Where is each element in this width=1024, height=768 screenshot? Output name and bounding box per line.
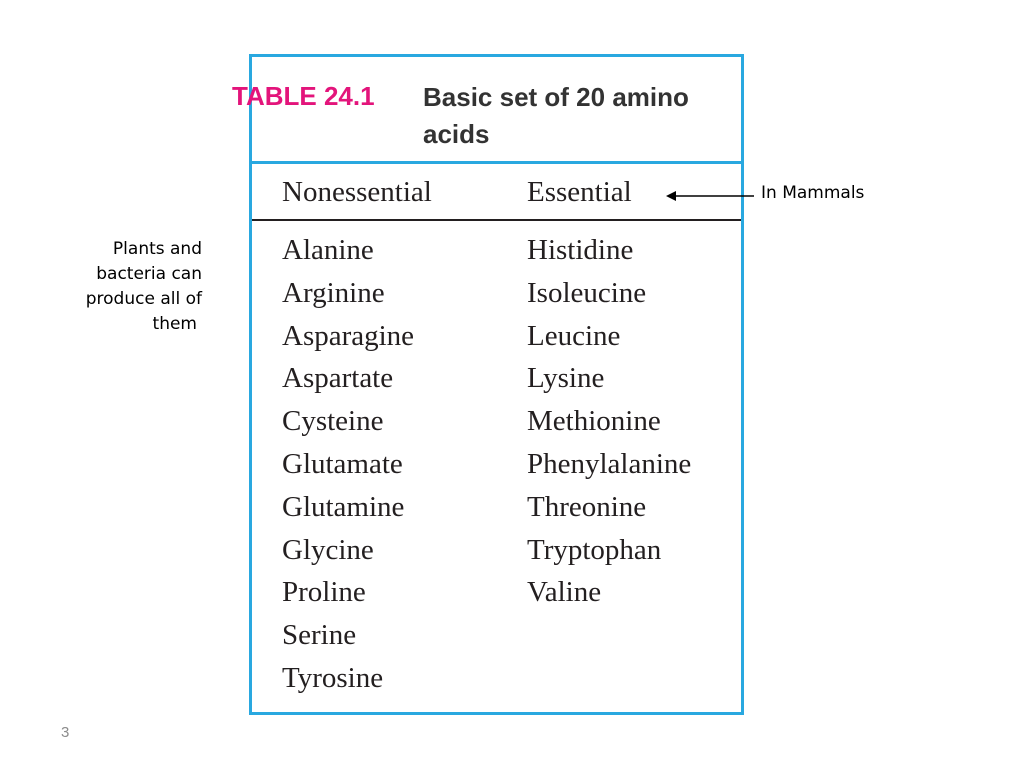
- list-item: Serine: [282, 619, 357, 652]
- list-item: Glutamine: [282, 490, 405, 523]
- list-item: Tyrosine: [282, 661, 384, 694]
- list-item: Tryptophan: [527, 533, 662, 566]
- header-divider: [252, 219, 741, 221]
- note-line: bacteria can: [96, 264, 202, 284]
- page-number: 3: [61, 724, 70, 741]
- list-item: Alanine: [282, 234, 374, 266]
- list-item: Glycine: [282, 533, 374, 566]
- table-number: TABLE 24.1: [232, 81, 375, 111]
- header-nonessential: Nonessential: [282, 176, 432, 208]
- list-item: Histidine: [527, 234, 634, 266]
- header-essential: Essential: [527, 176, 632, 208]
- list-item: Cysteine: [282, 405, 384, 438]
- list-item: Glutamate: [282, 447, 403, 480]
- note-line: them: [152, 314, 197, 334]
- table-title-row: [232, 57, 741, 164]
- list-item: Valine: [527, 576, 602, 609]
- list-item: Asparagine: [282, 319, 415, 352]
- list-item: Threonine: [527, 490, 647, 523]
- plants-bacteria-note: [40, 237, 202, 337]
- nonessential-list: [282, 229, 414, 700]
- mammals-note: In Mammals: [761, 183, 865, 203]
- left-arrow-icon: [664, 186, 756, 206]
- essential-list: [527, 229, 691, 614]
- table-caption: Basic set of 20 amino acids: [423, 82, 689, 149]
- note-line: Plants and: [112, 239, 202, 259]
- list-item: Methionine: [527, 405, 661, 438]
- note-line: produce all of: [85, 289, 202, 309]
- list-item: Aspartate: [282, 362, 394, 395]
- list-item: Proline: [282, 576, 366, 609]
- list-item: Phenylalanine: [527, 447, 692, 480]
- list-item: Arginine: [282, 276, 385, 309]
- list-item: Lysine: [527, 362, 605, 395]
- list-item: Isoleucine: [527, 276, 647, 309]
- list-item: Leucine: [527, 319, 621, 352]
- amino-acid-table: [232, 54, 744, 715]
